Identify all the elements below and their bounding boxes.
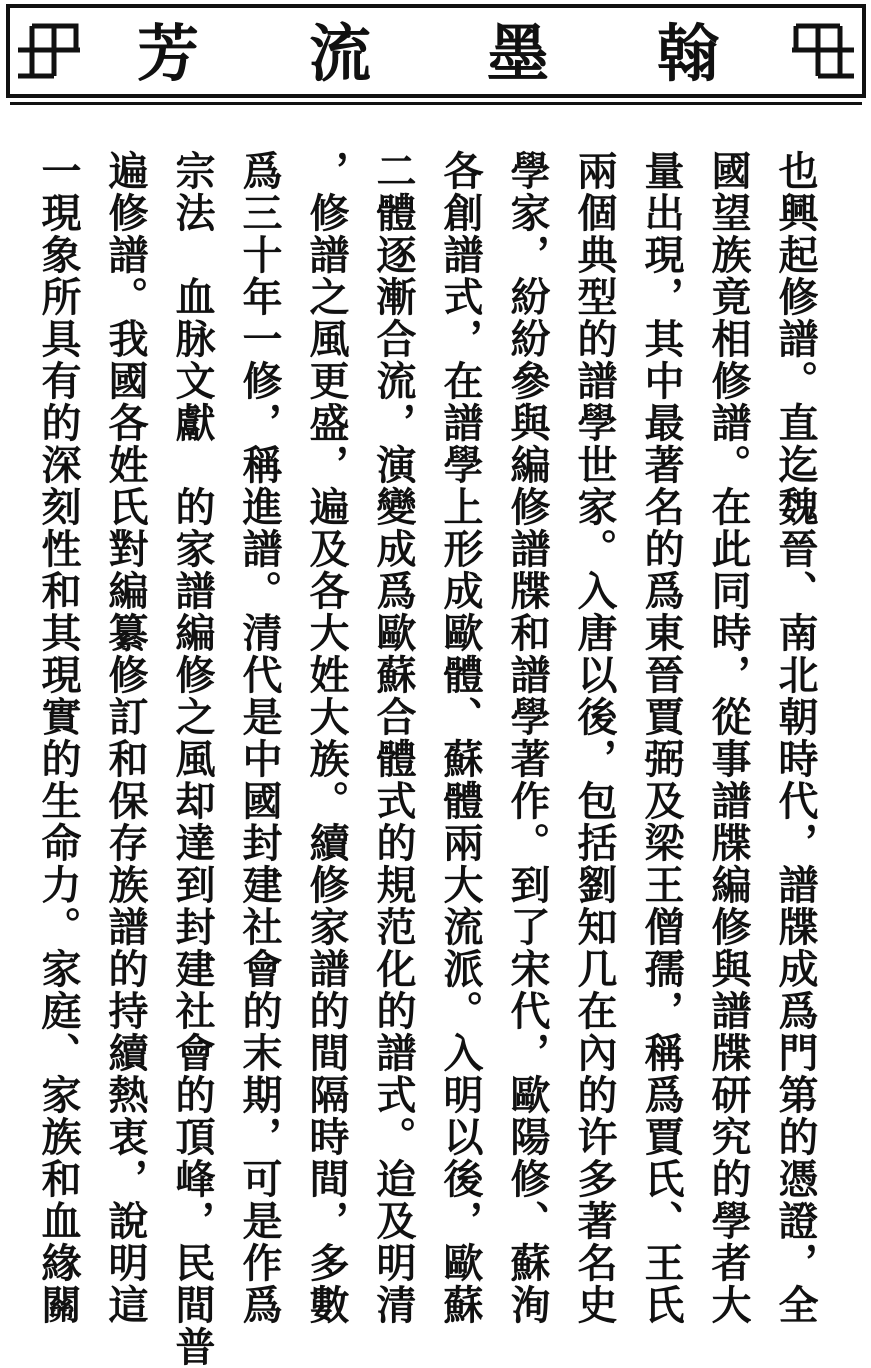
text-column: 爲三十年一修，稱進譜。清代是中國封建社會的末期，可是作爲 (236, 150, 283, 1326)
text-column: 遍修譜。我國各姓氏對編纂修訂和保存族譜的持續熱衷，說明這 (102, 150, 149, 1326)
title-char: 流 (308, 17, 371, 90)
text-column: 國望族竟相修譜。在此同時，從事譜牒編修與譜牒研究的學者大 (705, 150, 752, 1326)
text-column: ，修譜之風更盛，遍及各大姓大族。續修家譜的間隔時間，多數 (303, 150, 350, 1326)
fret-ornament-icon (14, 16, 84, 84)
divider (10, 102, 862, 105)
title-char: 翰 (656, 17, 719, 90)
text-column: 學家，紛紛參與編修譜牒和譜學著作。到了宋代，歐陽修、蘇洵 (504, 150, 551, 1326)
title-char: 芳 (136, 17, 199, 90)
text-column: 一現象所具有的深刻性和其現實的生命力。家庭、家族和血緣關 (35, 150, 82, 1326)
text-column: 也興起修譜。直迄魏晉、南北朝時代，譜牒成爲門第的憑證，全 (772, 150, 819, 1326)
title-banner (6, 4, 866, 98)
fret-ornament-icon (788, 16, 858, 84)
text-column: 各創譜式，在譜學上形成歐體、蘇體兩大流派。入明以後，歐蘇 (437, 150, 484, 1326)
text-column: 量出現，其中最著名的爲東晉賈弼及梁王僧孺，稱爲賈氏、王氏 (638, 150, 685, 1326)
text-column: 兩個典型的譜學世家。入唐以後，包括劉知几在內的许多著名史 (571, 150, 618, 1326)
text-column: 宗法 血脉文獻 的家譜編修之風却達到封建社會的頂峰，民間普 (169, 150, 216, 1368)
article-body (25, 150, 829, 1368)
title-char: 墨 (486, 17, 549, 90)
text-column: 二體逐漸合流，演變成爲歐蘇合體式的規范化的譜式。迨及明清 (370, 150, 417, 1326)
